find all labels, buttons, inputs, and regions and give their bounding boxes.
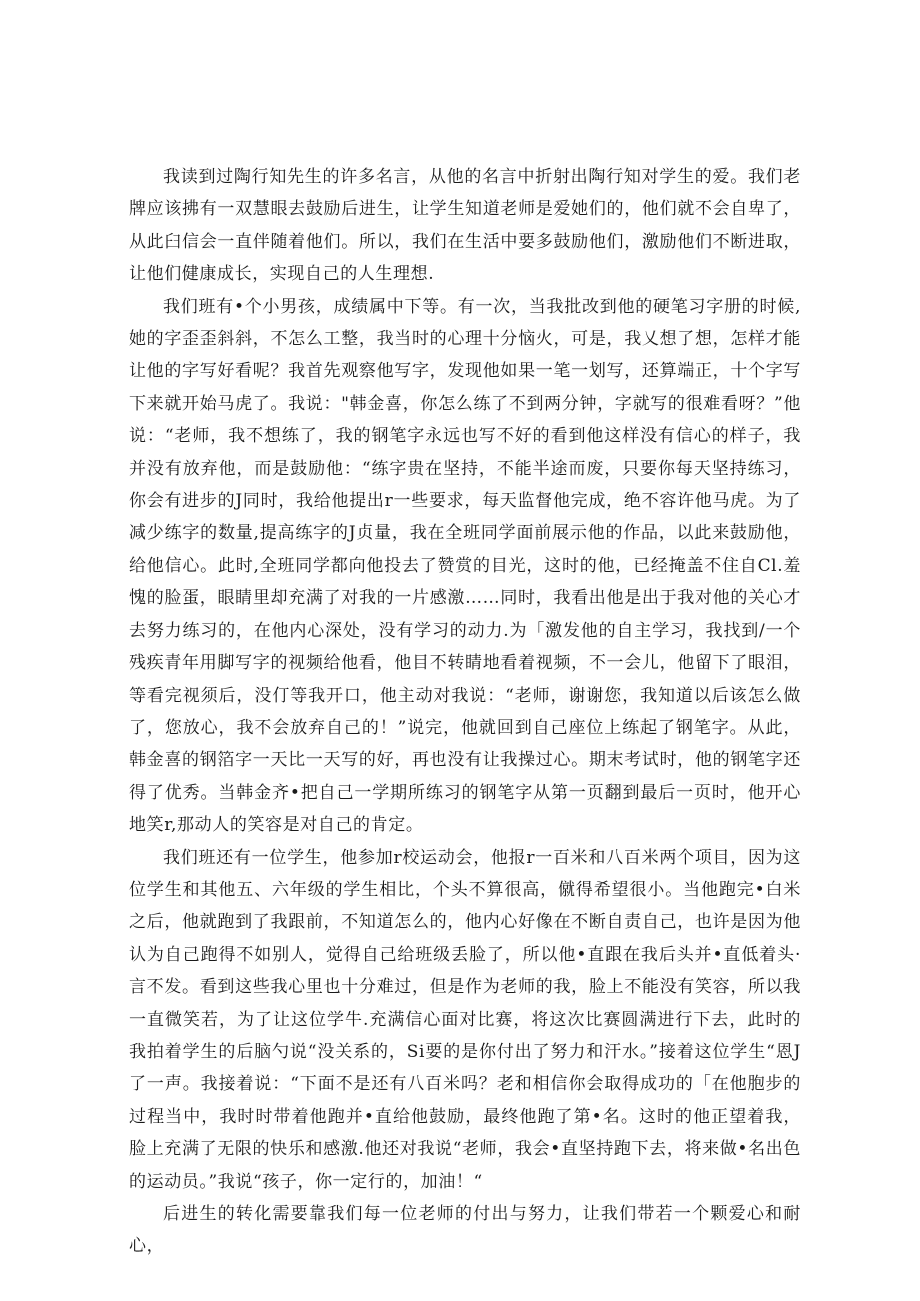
- document-body: [129, 161, 801, 1263]
- paragraph-1: 我读到过陶行知先生的许多名言，从他的名言中折射出陶行知对学生的爱。我们老牌应该拂有一双慧眼去鼓励后进生，让学生知道老师是爱她们的，他们就不会自卑了，从此臼信会一直伴随着他们。所以，我们在生活中要多鼓励他们，激励他们不断进取，让他们健康成长，实现自己的人生理想.: [129, 167, 801, 285]
- paragraph-2: 我们班有•个小男孩，成绩属中下等。有一次，当我批改到他的硬笔习字册的时候,她的字歪歪斜斜，不怎么工整，我当时的心理十分恼火，可是，我乂想了想，怎样才能让他的字写好看呢？我首先观察他写字，发现他如果一笔一划写，还算端正，十个字写下来就开始马虎了。我说："韩金喜，你怎么练了不到两分钟，字就写的很难看呀？”他说：“老师，我不想练了，我的钢笔字永远也写不好的看到他这样没有信心的样子，我并没有放弃他，而是鼓励他：“练字贵在坚持，不能半途而废，只要你每天坚持练习，你会有进步的J同时，我给他提出r一些要求，每天监督他完成，绝不容许他马虎。为了减少练字的数量,提高练字的J贞量，我在全班同学面前展示他的作品，以此来鼓励他，给他信心。此时,全班同学都向他投去了赞赏的目光，这时的他，已经掩盖不住自Cl.羞愧的脸蛋，眼睛里却充满了对我的一片感激……同时，我看出他是出于我对他的关心才去努力练习的，在他内心深处，没有学习的动力.为「激发他的自主学习，我找到/一个残疾青年用脚写字的视频给他看，他目不转睛地看着视频，不一会儿，他留下了眼泪，等看完视须后，没仃等我开口，他主动对我说：“老师，谢谢您，我知道以后该怎么做了，您放心，我不会放弃自己的！”说完，他就回到自己座位上练起了钢笔字。从此，韩金喜的钢箔字一天比一天写的好，再也没有让我操过心。期末考试时，他的钢笔字还得了优秀。当韩金齐•把自己一学期所练习的钢笔字从第一页翻到最后一页时，他开心地笑r,那动人的笑容是对自己的肯定。: [129, 296, 801, 836]
- paragraph-3: 我们班还有一位学生，他参加r校运动会，他报r一百米和八百米两个项目，因为这位学生和其他五、六年级的学生相比，个头不算很高，僦得希望很小。当他跑完•白米之后，他就跑到了我跟前，不知道怎么的，他内心好像在不断自责自己，也许是因为他认为自己跑得不如别人，觉得自己给班级丢脸了，所以他•直跟在我后头并•直低着头·言不发。看到这些我心里也十分难过，但是作为老师的我，脸上不能没有笑容，所以我一直微笑若，为了让这位学牛.充满信心面对比赛，将这次比赛圆满进行下去，此时的我拍着学生的后脑勺说“没关系的，Si要的是你付出了努力和汗水。”接着这位学生“恩J了一声。我接着说：“下面不是还有八百米吗？老和相信你会取得成功的「在他胞步的过程当中，我时时带着他跑并•直给他鼓励，最终他跑了第•名。这时的他正望着我，脸上充满了无限的快乐和感激.他还对我说“老师，我会•直坚持跑下去，将来做•名出色的运动员。”我说“孩子，你一定行的，加油！“: [129, 847, 801, 1192]
- paragraph-4: 后进生的转化需要靠我们每一位老师的付出与努力，让我们带若一个颗爱心和耐心，: [129, 1204, 801, 1257]
